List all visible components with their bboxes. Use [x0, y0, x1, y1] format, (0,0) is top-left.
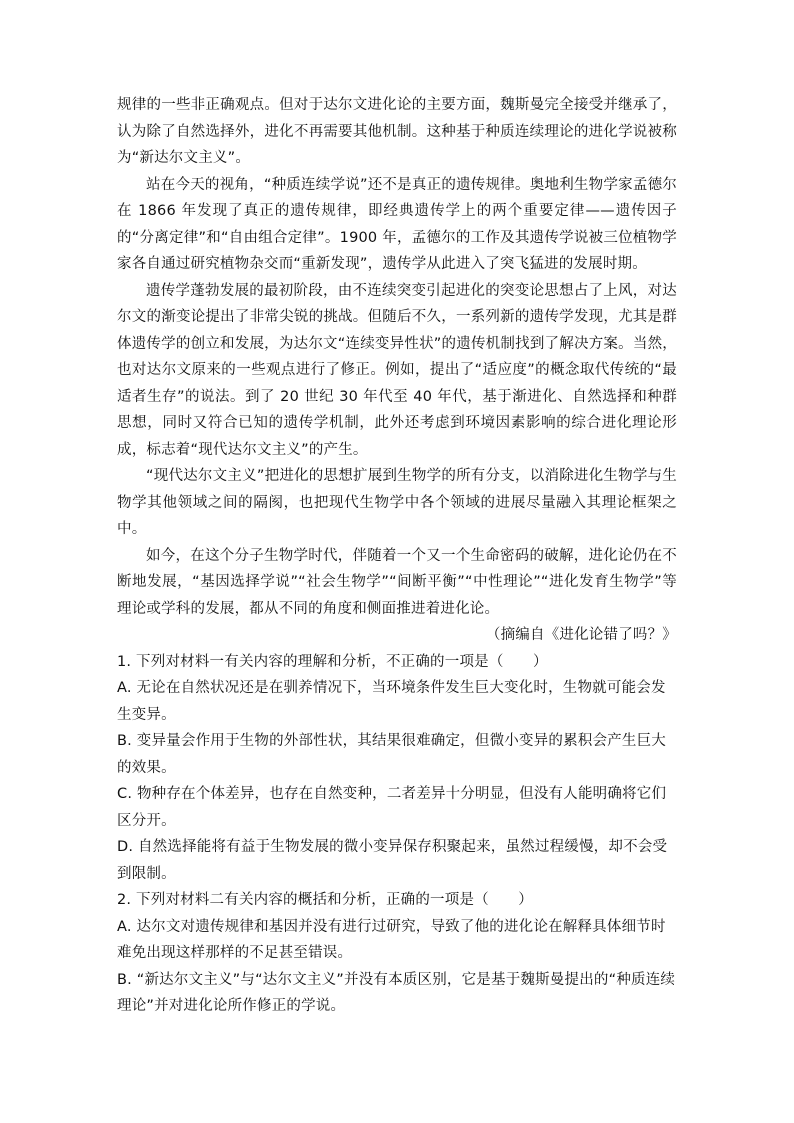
question-1-stem: 1. 下列对材料一有关内容的理解和分析，不正确的一项是（ ） — [117, 653, 548, 670]
source-citation: （摘编自《进化论错了吗？》 — [485, 627, 677, 643]
paragraph-genetics-development: 遗传学蓬勃发展的最初阶段，由不连续突变引起进化的突变论思想占了上风，对达尔文的渐变论提出了非常尖锐的挑战。但随后不久，一系列新的遗传学发现，尤其是群体遗传学的创立和发展，为达尔文“连续变异性状”的遗传机制找到了解决方案。当然，也对达尔文原来的一些观点进行了修正。例如，提出了“适应度”的概念取代传统的“最适者生存”的说法。到了 20 世纪 30 年代至 40 年代，基于渐进化、自然选择和种群思想，同时又符合已知的遗传学机制，此外还考虑到环境因素影响的综合进化理论形成，标志着“现代达尔文主义”的产生。 — [117, 282, 677, 458]
paragraph-neo-darwinism: 规律的一些非正确观点。但对于达尔文进化论的主要方面，魏斯曼完全接受并继承了，认为除了自然选择外，进化不再需要其他机制。这种基于种质连续理论的进化学说被称为“新达尔文主义”。 — [117, 97, 677, 166]
question-1-option-b: B. 变异量会作用于生物的外部性状，其结果很难确定，但微小变异的累积会产生巨大的效果。 — [117, 733, 666, 776]
question-2-option-b: B. “新达尔文主义”与“达尔文主义”并没有本质区别，它是基于魏斯曼提出的“种质连续理论”并对进化论所作修正的学说。 — [117, 971, 676, 1014]
paragraph-modern-darwinism: “现代达尔文主义”把进化的思想扩展到生物学的所有分支，以消除进化生物学与生物学其他领域之间的隔阂，也把现代生物学中各个领域的进展尽量融入其理论框架之中。 — [117, 468, 677, 537]
question-2-stem: 2. 下列对材料二有关内容的概括和分析，正确的一项是（ ） — [117, 892, 533, 908]
document-page — [117, 92, 677, 1020]
paragraph-mendel: 站在今天的视角，“种质连续学说”还不是真正的遗传规律。奥地利生物学家孟德尔在 1866 年发现了真正的遗传规律，即经典遗传学上的两个重要定律——遗传因子的“分离定律”和“自由组合定律”。1900 年，孟德尔的工作及其遗传学说被三位植物学家各自通过研究植物杂交而“重新发现”，遗传学从此进入了突飞猛进的发展时期。 — [117, 176, 677, 272]
question-1-option-c: C. 物种存在个体差异，也存在自然变种，二者差异十分明显，但没有人能明确将它们区分开。 — [117, 786, 667, 829]
question-2-option-a: A. 达尔文对遗传规律和基因并没有进行过研究，导致了他的进化论在解释具体细节时难免出现这样那样的不足甚至错误。 — [117, 918, 666, 961]
question-1-option-a: A. 无论在自然状况还是在驯养情况下，当环境条件发生巨大变化时，生物就可能会发生变异。 — [117, 680, 666, 723]
question-1-option-d: D. 自然选择能将有益于生物发展的微小变异保存积聚起来，虽然过程缓慢，却不会受到限制。 — [117, 839, 668, 882]
paragraph-molecular-era: 如今，在这个分子生物学时代，伴随着一个又一个生命密码的破解，进化论仍在不断地发展，“基因选择学说”“社会生物学”“间断平衡”“中性理论”“进化发育生物学”等理论或学科的发展，都从不同的角度和侧面推进着进化论。 — [117, 547, 677, 617]
